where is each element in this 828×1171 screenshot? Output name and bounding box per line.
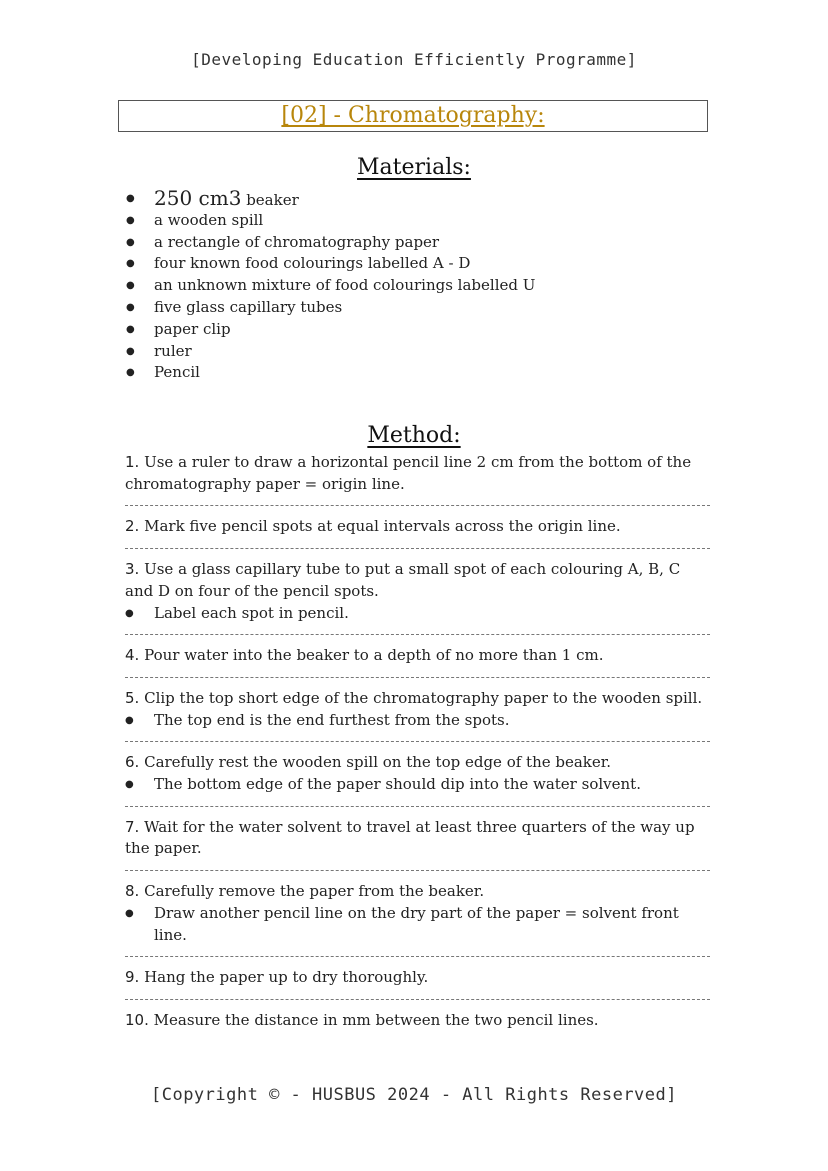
list-item: ● an unknown mixture of food colourings labelled U <box>126 275 535 297</box>
list-item: ● a rectangle of chromatography paper <box>126 232 535 254</box>
method-step: 6. Carefully rest the wooden spill on the top edge of the beaker. <box>125 753 612 772</box>
step-note: ● The top end is the end furthest from the spots. <box>125 710 710 732</box>
step-note: ● Label each spot in pencil. <box>125 603 710 625</box>
title-box <box>118 100 708 132</box>
step-note: ● Draw another pencil line on the dry part of the paper = solvent front line. <box>125 903 710 946</box>
method-step: 2. Mark five pencil spots at equal intervals across the origin line. <box>125 517 621 536</box>
dashed-divider <box>125 806 710 807</box>
method-heading: Method: <box>367 423 461 448</box>
dashed-divider <box>125 634 710 635</box>
method-step: 8. Carefully remove the paper from the beaker. <box>125 882 485 901</box>
list-item: ● ruler <box>126 341 535 363</box>
dashed-divider <box>125 548 710 549</box>
page-footer: [Copyright © - HUSBUS 2024 - All Rights Reserved] <box>150 1085 677 1105</box>
method-step: 1. Use a ruler to draw a horizontal pencil line 2 cm from the bottom of the chromatography paper = origin line. <box>125 453 692 493</box>
method-step: 9. Hang the paper up to dry thoroughly. <box>125 968 429 987</box>
method-step: 3. Use a glass capillary tube to put a small spot of each colouring A, B, C and D on four of the pencil spots. <box>125 560 681 600</box>
list-item: ● a wooden spill <box>126 210 535 232</box>
materials-heading: Materials: <box>357 155 471 180</box>
page-header: [Developing Education Efficiently Programme] <box>191 50 637 69</box>
method-step: 10. Measure the distance in mm between the two pencil lines. <box>125 1010 599 1029</box>
page-title: [02] - Chromatography: <box>281 103 545 128</box>
materials-list <box>126 188 535 384</box>
method-step: 7. Wait for the water solvent to travel at least three quarters of the way up the paper. <box>125 817 695 858</box>
list-item: ● paper clip <box>126 319 535 341</box>
dashed-divider <box>125 956 710 957</box>
method-steps <box>125 452 710 1032</box>
dashed-divider <box>125 999 710 1000</box>
dashed-divider <box>125 505 710 506</box>
method-step: 4. Pour water into the beaker to a depth of no more than 1 cm. <box>125 646 604 665</box>
method-step: 5. Clip the top short edge of the chromatography paper to the wooden spill. <box>125 688 703 707</box>
list-item: ● 250 cm3 beaker <box>126 188 535 210</box>
list-item: ● Pencil <box>126 362 535 384</box>
step-note: ● The bottom edge of the paper should dip into the water solvent. <box>125 774 710 796</box>
list-item: ● five glass capillary tubes <box>126 297 535 319</box>
material-lead: 250 cm3 <box>154 186 242 210</box>
dashed-divider <box>125 870 710 871</box>
list-item: ● four known food colourings labelled A - D <box>126 253 535 275</box>
dashed-divider <box>125 741 710 742</box>
dashed-divider <box>125 677 710 678</box>
